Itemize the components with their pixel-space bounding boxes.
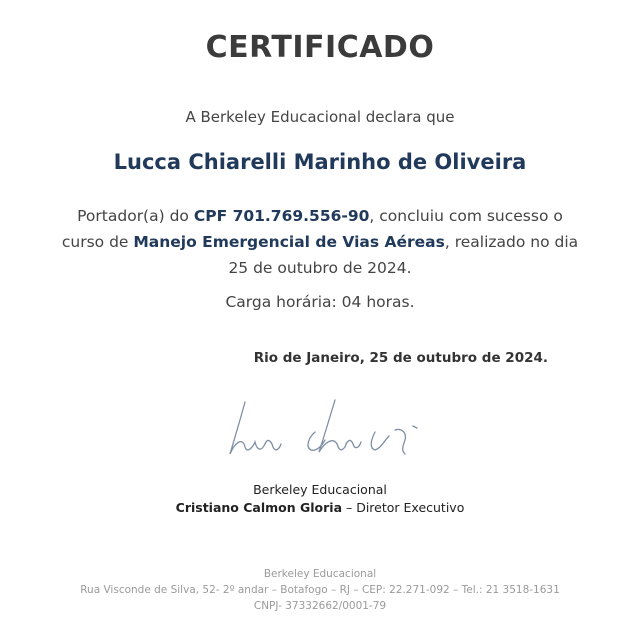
- footer-cnpj: CNPJ- 37332662/0001-79: [253, 600, 387, 612]
- workload-line: Carga horária: 04 horas.: [225, 293, 415, 311]
- footer-address: Rua Visconde de Silva, 52- 2º andar – Botafogo – RJ – CEP: 22.271-092 – Tel.: 21 3518-1631: [80, 584, 560, 596]
- handwritten-signature: [205, 392, 435, 467]
- signer-role: – Diretor Executivo: [342, 500, 465, 515]
- declaration-line: A Berkeley Educacional declara que: [185, 108, 455, 126]
- recipient-name: Lucca Chiarelli Marinho de Oliveira: [113, 150, 527, 174]
- footer: [0, 566, 640, 614]
- certificate-title: CERTIFICADO: [205, 30, 435, 65]
- statement-middle-1: , concluiu com sucesso o curso de: [61, 207, 563, 251]
- completion-statement: [60, 203, 580, 281]
- place-date: Rio de Janeiro, 25 de outubro de 2024.: [253, 350, 548, 366]
- signer-name: Cristiano Calmon Gloria: [175, 500, 343, 515]
- course-name: Manejo Emergencial de Vias Aéreas: [133, 233, 445, 251]
- statement-prefix: Portador(a) do: [77, 207, 194, 225]
- footer-organization: Berkeley Educacional: [263, 568, 377, 580]
- statement-middle-2: , realizado no dia 25 de outubro de 2024.: [228, 233, 579, 277]
- signature-organization: Berkeley Educacional: [253, 482, 387, 497]
- signer-line: [0, 500, 640, 515]
- cpf-number: CPF 701.769.556-90: [193, 207, 370, 225]
